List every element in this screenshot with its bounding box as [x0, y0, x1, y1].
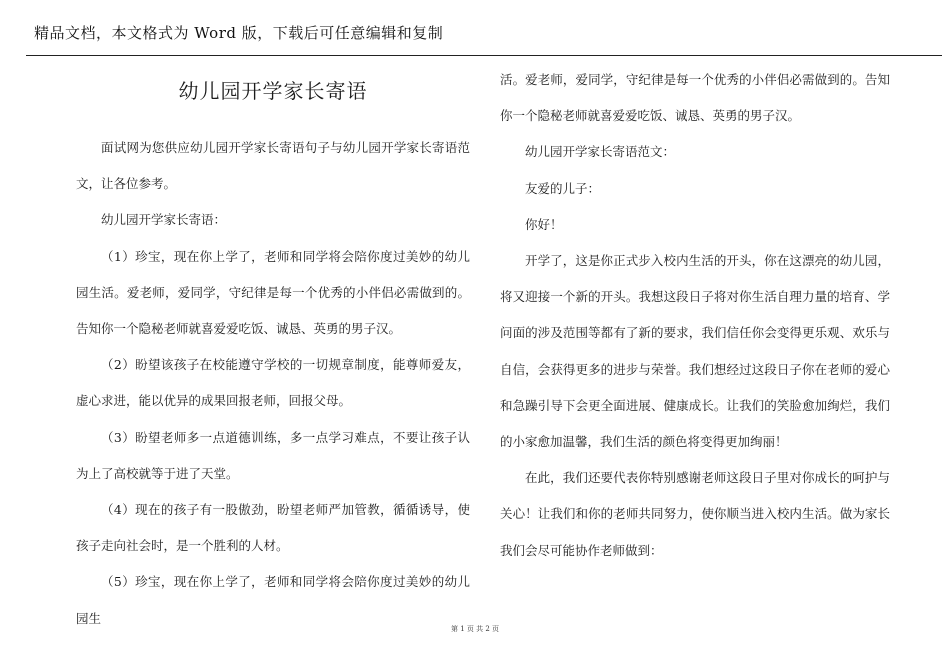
document-header: 精品文档，本文格式为 Word 版，下载后可任意编辑和复制: [34, 24, 444, 42]
left-column: [76, 62, 470, 637]
paragraph-letter-thanks: 在此，我们还要代表你特别感谢老师这段日子里对你成长的呵护与关心！让我们和你的老师共同努力，使你顺当进入校内生活。做为家长我们会尽可能协作老师做到：: [500, 470, 890, 558]
header-divider: [26, 55, 942, 56]
document-title: 幼儿园开学家长寄语: [178, 79, 368, 103]
paragraph-sample-heading: 幼儿园开学家长寄语范文：: [525, 144, 676, 160]
right-column: [500, 62, 890, 569]
paragraph-item-2: （2）盼望该孩子在校能遵守学校的一切规章制度，能尊师爱友，虚心求进，能以优异的成果回报老师，回报父母。: [76, 357, 470, 409]
paragraph-item-4: （4）现在的孩子有一股傲劲，盼望老师严加管教，循循诱导，使孩子走向社会时，是一个胜利的人材。: [76, 502, 470, 554]
paragraph-item-5: （5）珍宝，现在你上学了，老师和同学将会陪你度过美妙的幼儿园生: [76, 574, 470, 626]
paragraph-item-3: （3）盼望老师多一点道德训练，多一点学习难点，不要让孩子认为上了高校就等于进了天堂。: [76, 429, 470, 481]
paragraph-greeting: 你好！: [525, 216, 563, 232]
paragraph-intro: 面试网为您供应幼儿园开学家长寄语句子与幼儿园开学家长寄语范文，让各位参考。: [76, 140, 470, 192]
page-number: 第 1 页 共 2 页: [450, 625, 500, 633]
paragraph-item-5-continued: 活。爱老师，爱同学，守纪律是每一个优秀的小伴侣必需做到的。告知你一个隐秘老师就喜爱爱吃饭、诚恳、英勇的男子汉。: [500, 72, 890, 124]
paragraph-section-heading: 幼儿园开学家长寄语：: [101, 212, 227, 228]
paragraph-letter-body: 开学了，这是你正式步入校内生活的开头，你在这漂亮的幼儿园，将又迎接一个新的开头。我想这段日子将对你生活自理力量的培育、学问面的涉及范围等都有了新的要求，我们信任你会变得更乐观、欢乐与自信，会获得更多的进步与荣誉。我们想经过这段日子你在老师的爱心和急躁引导下会更全面进展、健康成长。让我们的笑脸愈加绚烂，我们的小家愈加温馨，我们生活的颜色将变得更加绚丽！: [500, 253, 890, 450]
paragraph-item-1: （1）珍宝，现在你上学了，老师和同学将会陪你度过美妙的幼儿园生活。爱老师，爱同学，守纪律是每一个优秀的小伴侣必需做到的。告知你一个隐秘老师就喜爱爱吃饭、诚恳、英勇的男子汉。: [76, 248, 470, 337]
paragraph-salutation: 友爱的儿子：: [525, 180, 601, 196]
